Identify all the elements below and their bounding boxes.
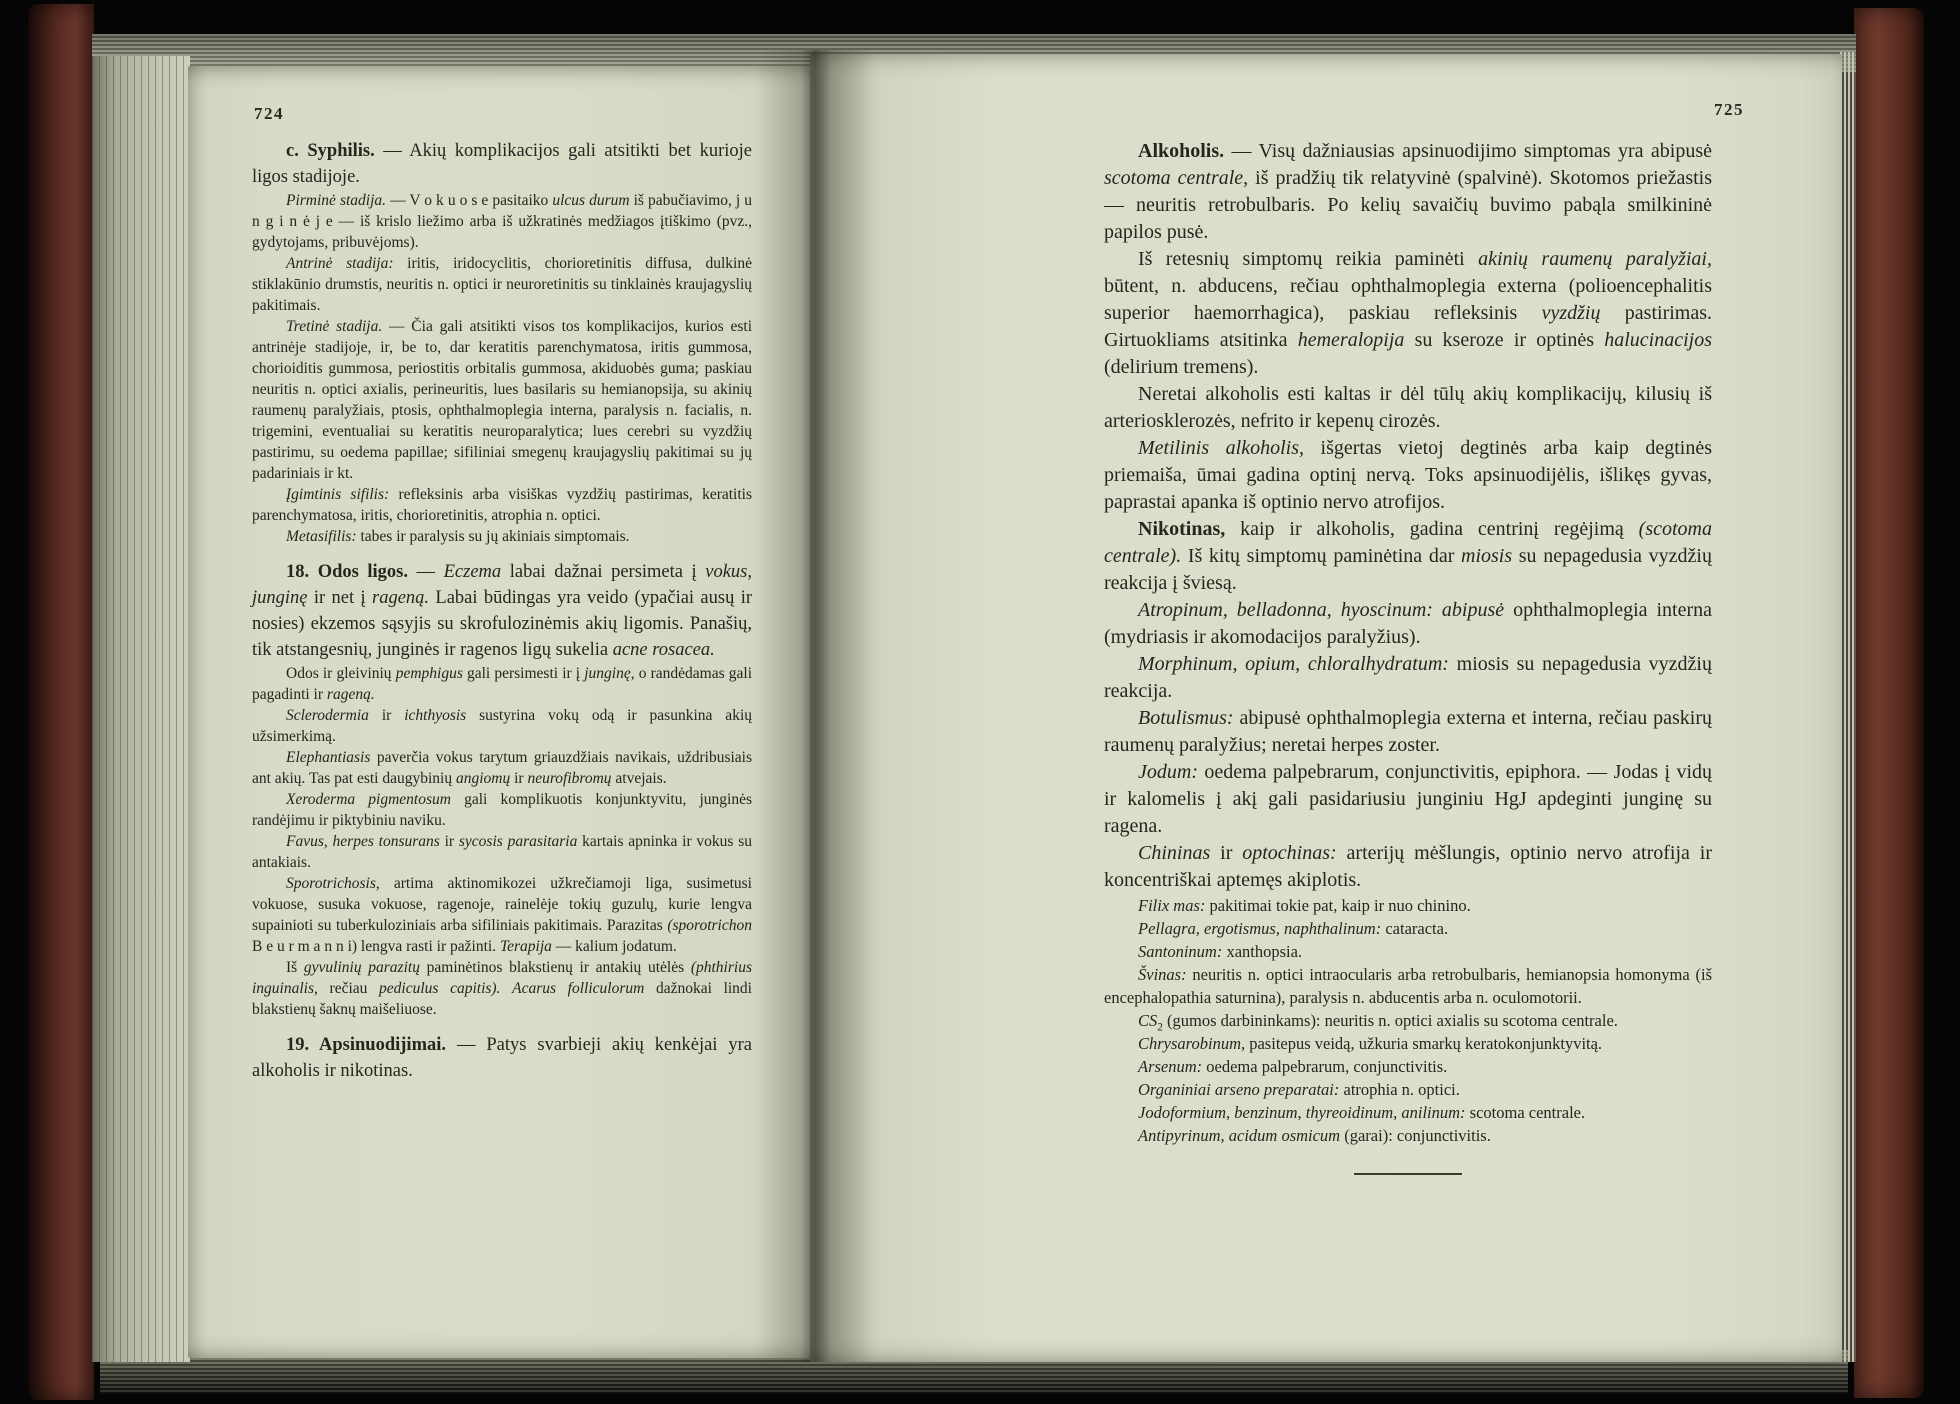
text-run: atrophia n. optici. [1339, 1080, 1460, 1099]
text-run: Xeroderma pigmentosum [286, 791, 451, 808]
text-run: iš pradžių tik relatyvinė (spalvinė). Skotomos priežastis — neuritis retrobulbaris. Po kelių savaičių buvimo pabąla smilkininė papilos pusė. [1104, 167, 1713, 243]
text-run: su kseroze ir optinės [1404, 329, 1605, 351]
text-run: oedema palpebrarum, conjunctivitis, epiphora. — Jodas į vidų ir kalomelis į akį gali pasidariusiu junginiu HgJ apdeginti junginę su ragena. [1104, 761, 1712, 837]
text-run: Morphinum, opium, chloralhydratum: [1138, 653, 1449, 675]
paragraph [1104, 246, 1712, 381]
text-run: halucinacijos [1604, 329, 1712, 351]
text-run: Atropinum, belladonna, hyoscinum: abipusė [1138, 599, 1505, 621]
text-run: Sporotrichosis [286, 875, 376, 892]
text-run: 19. Apsinuodijimai. [286, 1035, 457, 1055]
text-run: — Čia gali atsitikti visos tos komplikacijos, kurios esti antrinėje stadijoje, ir, be to, dar keratitis parenchymatosa, iritis gummosa, chorioiditis gummosa, periostitis orbitalis gummosa, akiduobės guma; paskiau neuritis n. optici axialis, perineuritis, lues basilaris su hemianopsija, su akinių raumenų paralyžiais, ptosis, ophthalmoplegia interna, paralysis n. facialis, n. trigemini, eventualiai su keratitis neuroparalytica; lues cerebri su vyzdžių pastirimu, su oedema papillae; sifiliniai smegenų kraujagyslių pakitimai su jų padariniais ir kt. [252, 318, 753, 482]
paragraph [1104, 651, 1712, 705]
text-run: tabes ir paralysis su jų akiniais simptomais. [356, 528, 630, 545]
text-run: miosis su nepagedusia vyzdžių reakcija. [1104, 653, 1712, 702]
text-run: pemphigus [395, 665, 463, 682]
text-run: Įgimtinis sifilis: [286, 486, 390, 503]
text-run: pastirimas. Girtuokliams atsitinka [1104, 302, 1713, 351]
text-run: — Patys svarbieji akių kenkėjai yra alkoholis ir nikotinas. [252, 1035, 752, 1081]
text-run: gali persimesti ir į [462, 665, 585, 682]
text-run: optochinas: [1242, 842, 1337, 864]
text-run: junginę [584, 665, 631, 682]
text-run: scotoma centrale, [1104, 167, 1249, 189]
paragraph [1104, 597, 1712, 651]
text-run: , rečiau [314, 980, 380, 997]
text-run: ir [368, 707, 405, 724]
paragraph [1104, 894, 1712, 917]
paragraph [1104, 1032, 1712, 1055]
text-run: gyvulinių parazitų [303, 959, 420, 976]
text-run: — Visų dažniausias apsinuodijimo simptomas yra abipusė [1231, 140, 1712, 162]
text-run: neuritis n. optici intraocularis arba retrobulbaris, hemianopsia homonyma (iš encephalopathia saturnina), paralysis n. abducentis arba n. oculomotorii. [1104, 965, 1712, 1007]
paragraph [252, 138, 752, 190]
text-run: Terapija [499, 938, 552, 955]
text-run: Jodum: [1138, 761, 1198, 783]
text-run: , pasitepus veidą, užkuria smarkų keratokonjunktyvitą. [1240, 1034, 1603, 1053]
text-run: c. Syphilis. [286, 141, 384, 161]
text-run: išgertas vietoj degtinės arba kaip degtinės priemaiša, ūmai gadina optinį nervą. Toks apsinuodijėlis, išlikęs gyvas, paprastai apanka iš optinio nervo atrofijos. [1104, 437, 1713, 513]
text-run: ulcus durum [552, 192, 630, 209]
text-run: Arsenum: [1138, 1057, 1203, 1076]
text-run: , artima aktinomikozei užkrečiamoji liga, susimetusi vokuose, susuka vokuose, ragenoje, rainelėje tokių guzulų, kurie lengva supainioti su tuberkuloziniais arba sifiliniais pakitimais. Parazitas [252, 875, 752, 934]
book-cover-right [1854, 8, 1924, 1398]
paragraph [1104, 1124, 1712, 1147]
page-edge-stack-right [1840, 52, 1856, 1362]
text-run: acne rosacea. [612, 640, 715, 660]
text-run: (delirium tremens). [1104, 356, 1259, 378]
text-run: hemeralopija [1297, 329, 1405, 351]
text-run: ir [510, 770, 528, 787]
text-run: Sclerodermia [286, 707, 369, 724]
text-run: (garai): conjunctivitis. [1340, 1126, 1491, 1145]
paragraph [252, 316, 752, 484]
text-run: atvejais. [611, 770, 667, 787]
text-run: Jodoformium, benzinum, thyreoidinum, anilinum: [1138, 1103, 1466, 1122]
text-run: paminėtinos blakstienų ir antakių utėlės [419, 959, 691, 976]
text-run: 18. Odos ligos. [286, 562, 417, 582]
text-run: neurofibromų [527, 770, 612, 787]
paragraph [252, 789, 752, 831]
page-number-left: 724 [254, 104, 284, 123]
text-run: , o randėdamas gali pagadinti ir [252, 665, 752, 703]
paragraph [1104, 840, 1712, 894]
text-run: Pirminė stadija. [286, 192, 391, 209]
text-run: arterijų mėšlungis, optinio nervo atrofija ir koncentriškai aptemęs akiplotis. [1104, 842, 1712, 891]
text-run: 2 [1157, 1021, 1163, 1034]
paragraph [252, 484, 752, 526]
text-run: dažnokai lindi blakstienų šaknų maišeliuose. [252, 980, 752, 1018]
text-run: (sporotrichon [667, 917, 752, 934]
text-run: Metilinis alkoholis, [1138, 437, 1304, 459]
text-run: pediculus capitis). [379, 980, 501, 997]
text-run: Chrysarobinum [1138, 1034, 1241, 1053]
text-run: Iš [286, 959, 304, 976]
text-run: angiomų [455, 770, 511, 787]
text-run: vokus, junginę [252, 562, 752, 608]
text-run: xanthopsia. [1222, 942, 1303, 961]
text-run: Iš kitų simptomų paminėtina dar [1181, 545, 1461, 567]
section-end-rule [1354, 1173, 1462, 1175]
text-run: būtent, n. abducens, rečiau ophthalmoplegia externa (polioencephalitis superior haemorrhagica), paskiau refleksinis [1104, 275, 1712, 324]
text-run: vyzdžių [1541, 302, 1601, 324]
text-run: Metasifilis: [286, 528, 357, 545]
text-run: ir [1210, 842, 1243, 864]
text-run: Antipyrinum, acidum osmicum [1138, 1126, 1341, 1145]
text-run: rageną. [326, 686, 375, 703]
text-run [500, 980, 512, 997]
text-run: akinių raumenų paralyžiai, [1478, 248, 1712, 270]
paragraph [1104, 759, 1712, 840]
page-edge-fan-left [92, 56, 190, 1362]
paragraph [252, 526, 752, 547]
paragraph [1104, 1055, 1712, 1078]
text-run: (gumos darbininkams): neuritis n. optici axialis su scotoma centrale. [1162, 1011, 1618, 1030]
text-run: iritis, iridocyclitis, chorioretinitis diffusa, dulkinė stiklakūnio drumstis, neuritis n. optici ir neuroretinitis su tinklainės kraujagyslių pakitimais. [252, 255, 752, 314]
text-run: Acarus folliculorum [512, 980, 645, 997]
text-run: Santoninum: [1138, 942, 1223, 961]
book-cover-left [28, 4, 94, 1400]
paragraph [252, 663, 752, 705]
paragraph [1104, 1078, 1712, 1101]
paragraph [1104, 516, 1712, 597]
text-run: miosis [1461, 545, 1513, 567]
text-run: CS [1138, 1011, 1158, 1030]
text-run: Antrinė stadija: [286, 255, 394, 272]
text-run: Pellagra, ergotismus, naphthalinum: [1138, 919, 1382, 938]
text-run: scotoma centrale. [1465, 1103, 1586, 1122]
text-run: Elephantiasis [286, 749, 371, 766]
text-run: cataracta. [1381, 919, 1449, 938]
text-run: Odos ir gleivinių [286, 665, 396, 682]
text-run: ichthyosis [404, 707, 467, 724]
paragraph [1104, 138, 1712, 246]
text-run: — kalium jodatum. [551, 938, 677, 955]
text-run: Nikotinas, [1138, 518, 1226, 540]
page-right [810, 54, 1842, 1362]
text-run: kartais apninka ir vokus su antakiais. [252, 833, 753, 871]
text-run: kaip ir alkoholis, gadina centrinį regėjimą [1225, 518, 1639, 540]
paragraph [1104, 381, 1712, 435]
paragraph [1104, 1009, 1712, 1032]
page-number-right: 725 [1714, 100, 1744, 119]
text-run: sustyrina vokų odą ir pasunkina akių užsimerkimą. [252, 707, 752, 745]
text-run: Neretai alkoholis esti kaltas ir dėl tūlų akių komplikacijų, kilusių iš arteriosklerozės, nefrito ir kepenų cirozės. [1104, 383, 1712, 432]
paragraph [252, 747, 752, 789]
text-run: Švinas: [1138, 965, 1187, 984]
paragraph [252, 559, 752, 663]
text-run: oedema palpebrarum, conjunctivitis. [1202, 1057, 1448, 1076]
page-text-left [252, 138, 752, 1084]
paragraph [1104, 705, 1712, 759]
text-run: Labai būdingas yra veido (ypačiai ausų ir nosies) ekzemos sąsyjis su skrofulozinėmis akių ligomis. Panašių, tik atstangesnių, junginės ir ragenos ligų sukelia [252, 588, 753, 660]
text-run: pakitimai tokie pat, kaip ir nuo chinino. [1205, 896, 1471, 915]
text-run: Tretinė stadija. [286, 318, 383, 335]
text-run: Iš retesnių simptomų reikia paminėti [1138, 248, 1479, 270]
paragraph [1104, 917, 1712, 940]
text-run: refleksinis arba visiškas vyzdžių pastirimas, keratitis parenchymatosa, iritis, chorioretinitis, atrophia n. optici. [252, 486, 752, 524]
text-run: — Akių komplikacijos gali atsitikti bet kurioje ligos stadijoje. [252, 141, 752, 187]
text-run: — V o k u o s e pasitaiko [390, 192, 553, 209]
text-run: sycosis parasitaria [458, 833, 578, 850]
paragraph [252, 831, 752, 873]
text-run: ir net į [307, 588, 372, 608]
text-run: paverčia vokus tarytum griauzdžiais navikais, uždribusiais ant akių. Tas pat esti daugybinių [252, 749, 752, 787]
text-run: (scotoma centrale). [1104, 518, 1712, 567]
paragraph [252, 253, 752, 316]
text-run: — [416, 562, 444, 582]
paragraph [252, 957, 752, 1020]
text-run: Chininas [1138, 842, 1211, 864]
page-text-right [1104, 138, 1712, 1175]
text-run: ir [439, 833, 459, 850]
text-run: Filix mas: [1138, 896, 1206, 915]
paragraph [1104, 963, 1712, 1009]
text-run: iš pabučiavimo, j u n g i n ė j e — iš krislo liežimo arba iš užkratinės medžiagos įtiškimo (pvz., gydytojams, pribuvėjoms). [252, 192, 753, 251]
text-run: Organiniai arseno preparatai: [1138, 1080, 1340, 1099]
text-run: rageną. [372, 588, 430, 608]
text-run: Favus, herpes tonsurans [286, 833, 440, 850]
paragraph [1104, 940, 1712, 963]
paragraph [252, 1032, 752, 1084]
paragraph [1104, 435, 1712, 516]
text-run: ophthalmoplegia interna (mydriasis ir akomodacijos paralyžius). [1104, 599, 1712, 648]
paragraph [252, 873, 752, 957]
text-run: (phthirius inguinalis [252, 959, 752, 997]
text-run: B e u r m a n n i) lengva rasti ir pažinti. [252, 938, 500, 955]
page-left [188, 66, 810, 1358]
text-run: gali komplikuotis konjunktyvitu, junginės randėjimu ir piktybiniu naviku. [252, 791, 752, 829]
paragraph [1104, 1101, 1712, 1124]
paragraph [252, 190, 752, 253]
paragraph [252, 705, 752, 747]
text-run: Eczema [443, 562, 502, 582]
text-run: Botulismus: [1138, 707, 1234, 729]
text-run: Alkoholis. [1138, 140, 1232, 162]
text-run: abipusė ophthalmoplegia externa et interna, rečiau paskirų raumenų paralyžius; neretai herpes zoster. [1104, 707, 1712, 756]
text-run: su nepagedusia vyzdžių reakcija į šviesą. [1104, 545, 1712, 594]
text-run: labai dažnai persimeta į [501, 562, 706, 582]
